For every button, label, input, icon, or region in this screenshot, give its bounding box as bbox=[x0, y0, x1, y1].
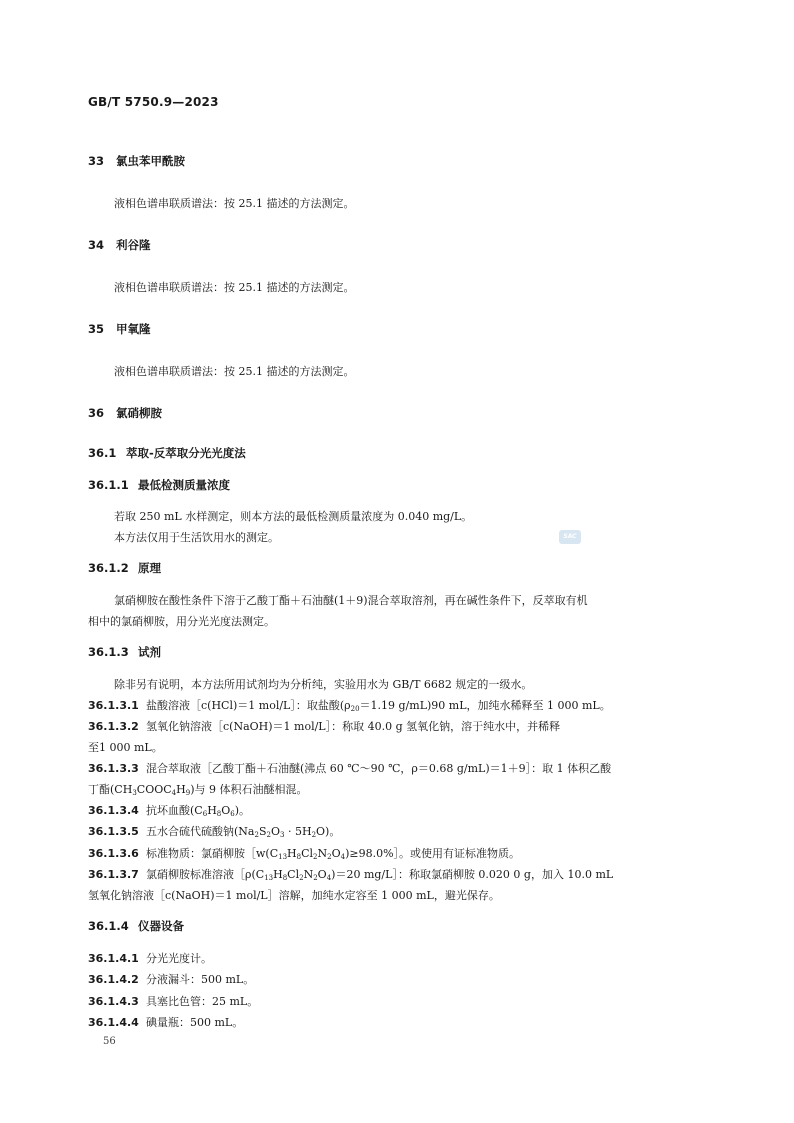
item-number: 36.1.3.5 bbox=[88, 825, 139, 838]
item-text: 抗坏血酸(C bbox=[146, 804, 203, 817]
item-text: O)。 bbox=[316, 825, 341, 838]
section-35-heading bbox=[88, 321, 151, 337]
item-number: 36.1.4.1 bbox=[88, 952, 139, 965]
paragraph: 相中的氯硝柳胺，用分光光度法测定。 bbox=[88, 615, 275, 628]
item-text: 分光光度计。 bbox=[146, 952, 212, 965]
item-text: 具塞比色管：25 mL。 bbox=[146, 995, 259, 1008]
item-text: O bbox=[331, 847, 341, 860]
paragraph: 本方法仅用于生活饮用水的测定。 bbox=[114, 531, 279, 544]
section-title: 最低检测质量浓度 bbox=[138, 478, 230, 492]
section-number: 36.1 bbox=[88, 446, 117, 460]
section-title: 萃取-反萃取分光光度法 bbox=[126, 446, 246, 460]
item-text: N bbox=[317, 847, 328, 860]
section-35-text: 液相色谱串联质谱法：按 25.1 描述的方法测定。 bbox=[114, 365, 355, 378]
subscript: 20 bbox=[350, 705, 360, 713]
list-item bbox=[88, 802, 250, 818]
subscript: 2 bbox=[313, 874, 318, 882]
subscript: 4 bbox=[326, 874, 332, 882]
item-text: N bbox=[303, 868, 314, 881]
section-number: 33 bbox=[88, 154, 105, 168]
list-item bbox=[88, 697, 611, 713]
item-text: 氯硝柳胺标准溶液［ρ(C bbox=[146, 868, 265, 881]
subscript: 4 bbox=[171, 789, 177, 797]
subscript: 6 bbox=[230, 810, 235, 818]
page-number: 56 bbox=[103, 1036, 116, 1047]
paragraph: 除非另有说明，本方法所用试剂均为分析纯，实验用水为 GB/T 6682 规定的一级水。 bbox=[114, 678, 533, 691]
list-item bbox=[88, 971, 254, 987]
item-text: )与 9 体积石油醚相混。 bbox=[190, 783, 308, 796]
section-title: 甲氧隆 bbox=[116, 322, 151, 336]
item-text: Cl bbox=[301, 847, 314, 860]
watermark-text: SAC bbox=[563, 533, 577, 540]
list-item bbox=[88, 1014, 243, 1030]
item-text: 碘量瓶：500 mL。 bbox=[146, 1016, 244, 1029]
subscript: 8 bbox=[216, 810, 222, 818]
paragraph: 若取 250 mL 水样测定，则本方法的最低检测质量浓度为 0.040 mg/L。 bbox=[114, 510, 473, 523]
item-text: O bbox=[270, 825, 280, 838]
item-text: H bbox=[273, 868, 283, 881]
item-text: O bbox=[317, 868, 327, 881]
section-title: 氯硝柳胺 bbox=[116, 406, 162, 420]
item-text: )≥98.0%］。或使用有证标准物质。 bbox=[345, 847, 521, 860]
subscript: 13 bbox=[278, 853, 288, 861]
section-title: 原理 bbox=[138, 561, 161, 575]
subscript: 3 bbox=[280, 831, 285, 839]
item-text: H bbox=[287, 847, 297, 860]
section-36-1-1-heading bbox=[88, 477, 230, 493]
section-number: 35 bbox=[88, 322, 105, 336]
document-header: GB/T 5750.9—2023 bbox=[88, 95, 219, 109]
subscript: 13 bbox=[264, 874, 274, 882]
item-text: S bbox=[258, 825, 267, 838]
section-number: 34 bbox=[88, 238, 105, 252]
section-36-1-3-heading bbox=[88, 644, 161, 660]
item-text: O bbox=[221, 804, 231, 817]
item-number: 36.1.3.7 bbox=[88, 868, 139, 881]
item-number: 36.1.3.3 bbox=[88, 762, 139, 775]
item-text: Cl bbox=[287, 868, 300, 881]
item-continuation: 至1 000 mL。 bbox=[88, 741, 163, 754]
section-title: 利谷隆 bbox=[116, 238, 151, 252]
watermark-logo bbox=[559, 530, 581, 544]
item-text: )＝20 mg/L］：称取氯硝柳胺 0.020 0 g，加入 10.0 mL bbox=[331, 868, 614, 881]
item-text: · 5H bbox=[284, 825, 312, 838]
item-continuation bbox=[88, 781, 307, 797]
list-item bbox=[88, 866, 613, 882]
subscript: 2 bbox=[299, 874, 304, 882]
section-number: 36.1.1 bbox=[88, 478, 129, 492]
subscript: 8 bbox=[296, 853, 302, 861]
item-text: 氢氧化钠溶液［c(NaOH)＝1 mol/L］：称取 40.0 g 氢氧化钠，溶于纯水中，并稀释 bbox=[146, 720, 561, 733]
section-36-1-2-heading bbox=[88, 560, 161, 576]
subscript: 8 bbox=[282, 874, 288, 882]
subscript: 2 bbox=[254, 831, 259, 839]
section-36-heading bbox=[88, 405, 162, 421]
subscript: 2 bbox=[266, 831, 271, 839]
section-36-1-4-heading bbox=[88, 918, 184, 934]
item-number: 36.1.3.2 bbox=[88, 720, 139, 733]
subscript: 6 bbox=[202, 810, 208, 818]
item-number: 36.1.3.6 bbox=[88, 847, 139, 860]
section-34-text: 液相色谱串联质谱法：按 25.1 描述的方法测定。 bbox=[114, 281, 355, 294]
section-title: 氯虫苯甲酰胺 bbox=[116, 154, 185, 168]
section-number: 36.1.2 bbox=[88, 561, 129, 575]
item-text: 分液漏斗：500 mL。 bbox=[146, 973, 255, 986]
item-number: 36.1.3.1 bbox=[88, 699, 139, 712]
item-text: 丁酯(CH bbox=[88, 783, 133, 796]
subscript: 9 bbox=[185, 789, 191, 797]
item-number: 36.1.4.3 bbox=[88, 995, 139, 1008]
subscript: 4 bbox=[340, 853, 346, 861]
list-item bbox=[88, 845, 520, 861]
subscript: 2 bbox=[311, 831, 317, 839]
section-33-text: 液相色谱串联质谱法：按 25.1 描述的方法测定。 bbox=[114, 197, 355, 210]
list-item bbox=[88, 993, 258, 1009]
subscript: 3 bbox=[132, 789, 137, 797]
item-text: H bbox=[176, 783, 186, 796]
subscript: 2 bbox=[327, 853, 332, 861]
item-number: 36.1.3.4 bbox=[88, 804, 139, 817]
section-number: 36.1.4 bbox=[88, 919, 129, 933]
paragraph: 氯硝柳胺在酸性条件下溶于乙酸丁酯＋石油醚(1＋9)混合萃取溶剂，再在碱性条件下，反萃取有机 bbox=[114, 594, 588, 607]
item-text: COOC bbox=[136, 783, 172, 796]
section-36-1-heading bbox=[88, 445, 246, 461]
list-item bbox=[88, 823, 340, 839]
section-number: 36 bbox=[88, 406, 105, 420]
section-33-heading bbox=[88, 153, 185, 169]
item-continuation: 氢氧化钠溶液［c(NaOH)＝1 mol/L］溶解，加纯水定容至 1 000 mL，避光保存。 bbox=[88, 889, 500, 902]
item-text: 盐酸溶液［c(HCl)＝1 mol/L］：取盐酸(ρ bbox=[146, 699, 351, 712]
list-item bbox=[88, 760, 611, 776]
section-number: 36.1.3 bbox=[88, 645, 129, 659]
section-title: 试剂 bbox=[138, 645, 161, 659]
item-text: H bbox=[207, 804, 217, 817]
list-item bbox=[88, 718, 560, 734]
section-34-heading bbox=[88, 237, 151, 253]
list-item bbox=[88, 950, 212, 966]
item-text: ＝1.19 g/mL)90 mL，加纯水稀释至 1 000 mL。 bbox=[359, 699, 611, 712]
item-text: 标准物质：氯硝柳胺［w(C bbox=[146, 847, 279, 860]
item-text: )。 bbox=[234, 804, 251, 817]
section-title: 仪器设备 bbox=[138, 919, 184, 933]
item-number: 36.1.4.2 bbox=[88, 973, 139, 986]
item-text: 混合萃取液［乙酸丁酯＋石油醚(沸点 60 ℃～90 ℃，ρ＝0.68 g/mL)＝1＋9］：取 1 体积乙酸 bbox=[146, 762, 612, 775]
subscript: 2 bbox=[313, 853, 318, 861]
item-text: 五水合硫代硫酸钠(Na bbox=[146, 825, 255, 838]
item-number: 36.1.4.4 bbox=[88, 1016, 139, 1029]
